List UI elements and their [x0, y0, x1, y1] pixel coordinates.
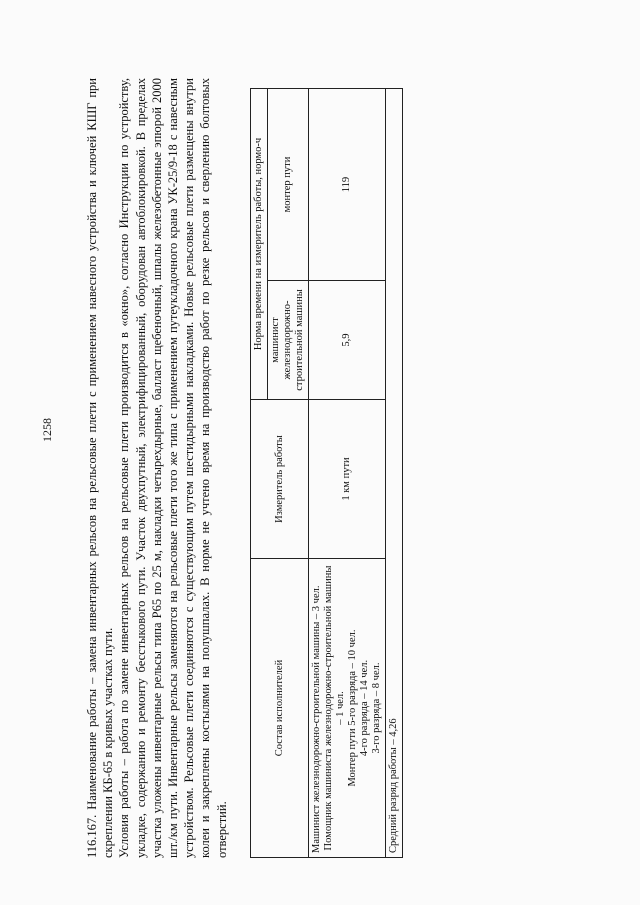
average-grade: Средний разряд работы – 4,26: [386, 89, 403, 858]
staff-header: Состав исполнителей: [251, 559, 309, 858]
meter-value: 1 км пути: [309, 400, 386, 559]
staff-line: 4-го разряда – 14 чел.: [359, 659, 370, 757]
staff-cell: [309, 559, 386, 858]
rotated-content: [84, 78, 464, 858]
staff-line: Монтер пути 5-го разряда – 10 чел.: [347, 629, 358, 787]
work-title-paragraph: 116.167. Наименование работы – замена инвентарных рельсов на рельсовые плети с применением навесного устройства и ключей КШГ при скреплении КБ-65 в кривых участках пути.: [85, 78, 116, 858]
monter-norm-value: 119: [309, 89, 386, 281]
machinist-col-header: машинист железнодорожно-строительной машины: [268, 281, 309, 400]
norm-table: [250, 88, 403, 858]
machinist-norm-value: 5,9: [309, 281, 386, 400]
work-conditions-paragraph: Условия работы – работа по замене инвентарных рельсов на рельсовые плети производится в «окно», согласно Инструкции по устройству, укладке, содержанию и ремонту бесстыкового пути. Участок двухпутный, электрифицированный, оборудован автоблокировкой. В пределах участка уложены инвентарные рельсы типа Р65 по 25 м, накладки четырехдырные, балласт щебеночный, шпалы железобетонные эпюрой 2000 шт./км пути. Инвентарные рельсы заменяются на рельсовые плети того же типа с применением путеукладочного крана УК-25/9-18 с навесным устройством. Рельсовые плети соединяются с существующим путем шестидырными накладками. Новые рельсовые плети размещены внутри колеи и закреплены костылями на полушпалах. В норме не учтено время на производство работ по резке рельсов и сверлению болтовых отверстий.: [117, 78, 229, 858]
staff-line: 3-го разряда – 8 чел.: [371, 662, 382, 754]
staff-line: Помощник машиниста железнодорожно-строительной машины – 1 чел.: [323, 565, 346, 851]
monter-col-header: монтер пути: [268, 89, 309, 281]
norm-group-header: Норма времени на измеритель работы, нормо-ч: [251, 89, 268, 400]
page-number: 1258: [40, 418, 54, 442]
staff-line: Машинист железнодорожно-строительной машины – 3 чел.: [311, 585, 322, 853]
meter-header: Измеритель работы: [251, 400, 309, 559]
